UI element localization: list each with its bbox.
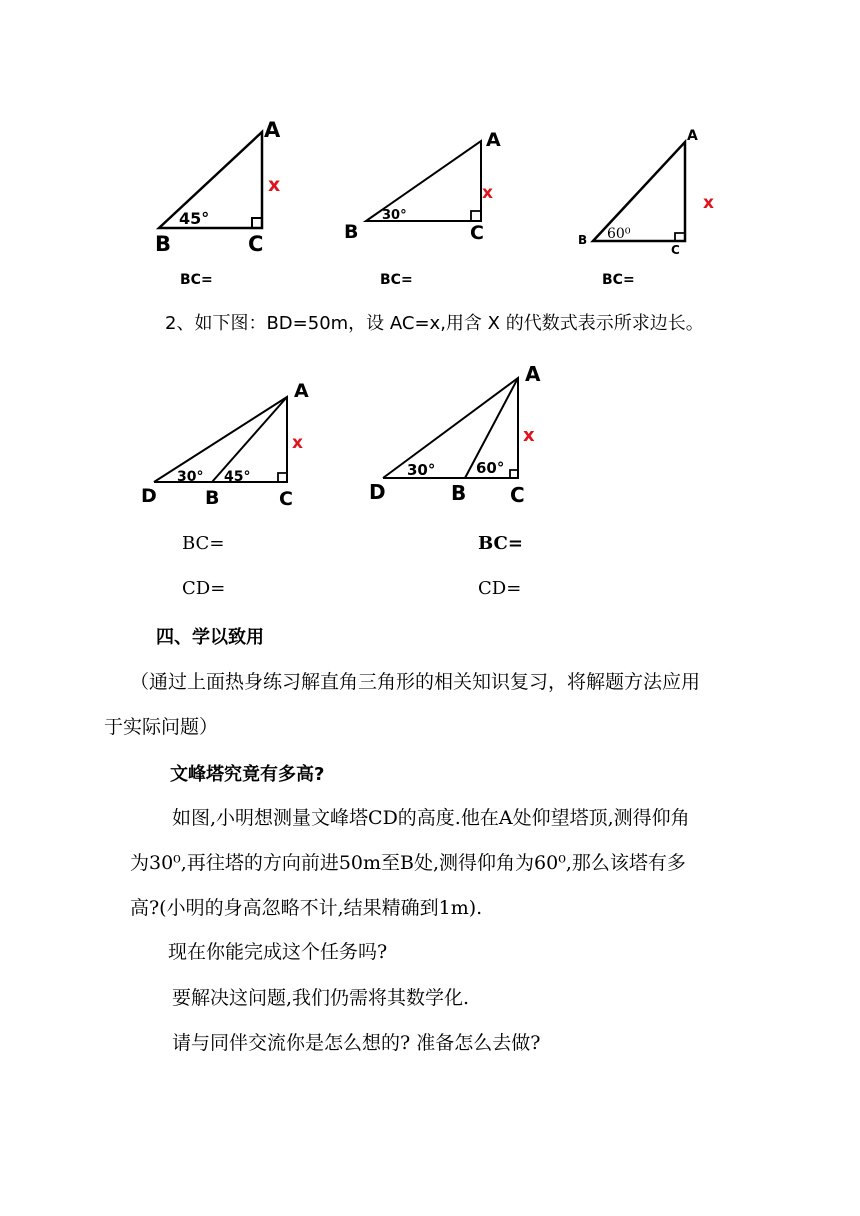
triangle-figure-45 [150,115,300,260]
vertex-b-label: B [344,221,359,243]
problem-2-text: 2、如下图：BD=50m，设 AC=x,用含 X 的代数式表示所求边长。 [165,313,704,334]
angle-d-label: 30° [407,461,436,479]
vertex-c-label: C [248,232,264,256]
body-line-2: 为30⁰,再往塔的方向前进50m至B处,测得仰角为60⁰,那么该塔有多 [130,852,686,874]
vertex-b-label: B [205,487,220,509]
angle-label: 60⁰ [607,226,631,242]
vertex-c-label: C [279,488,293,510]
vertex-b-label: B [451,481,467,505]
side-x-label: x [292,433,303,453]
angle-d-label: 30° [177,469,204,485]
vertex-c-label: C [510,483,525,507]
double-triangle-figure-45 [140,375,320,510]
vertex-d-label: D [369,480,386,504]
angle-b-label: 45° [224,469,251,485]
answer-bc-2: BC= [380,272,413,288]
answer-cd-fig4: CD= [182,578,226,599]
vertex-b-label: B [155,232,172,256]
intro-line-1: （通过上面热身练习解直角三角形的相关知识复习，将解题方法应用 [130,671,701,693]
body-line-1: 如图,小明想测量文峰塔CD的高度.他在A处仰望塔顶,测得仰角 [172,807,690,829]
vertex-b-label: B [578,233,588,247]
prompt-line-2: 要解决这问题,我们仍需将其数学化. [172,987,470,1009]
double-triangle-figure-60 [365,360,555,510]
vertex-a-label: A [294,380,309,402]
answer-bc-fig5: BC= [478,533,523,554]
vertex-a-label: A [486,129,501,151]
section-heading: 四、学以致用 [156,627,264,648]
answer-bc-fig4: BC= [182,533,225,554]
triangle-figure-60 [575,128,725,258]
vertex-d-label: D [141,485,157,507]
vertex-c-label: C [470,222,484,244]
answer-bc-3: BC= [602,272,635,288]
side-x-label: x [703,193,714,213]
angle-b-label: 60° [476,459,505,477]
vertex-a-label: A [687,128,698,144]
angle-label: 45° [179,209,210,228]
answer-bc-1: BC= [180,272,213,288]
body-line-3: 高?(小明的身高忽略不计,结果精确到1m). [130,897,483,919]
intro-line-2: 于实际问题） [104,716,219,738]
side-x-label: x [523,425,535,446]
triangle-figure-30 [340,125,510,250]
prompt-line-3: 请与同伴交流你是怎么想的? 准备怎么去做? [172,1032,541,1054]
side-x-label: x [268,174,281,196]
vertex-a-label: A [264,118,281,142]
side-x-label: x [482,183,493,203]
prompt-line-1: 现在你能完成这个任务吗? [168,941,388,963]
angle-label: 30° [382,208,407,223]
vertex-a-label: A [525,362,541,386]
vertex-c-label: C [671,243,680,257]
answer-cd-fig5: CD= [478,578,522,599]
question-title: 文峰塔究竟有多高? [170,764,325,785]
